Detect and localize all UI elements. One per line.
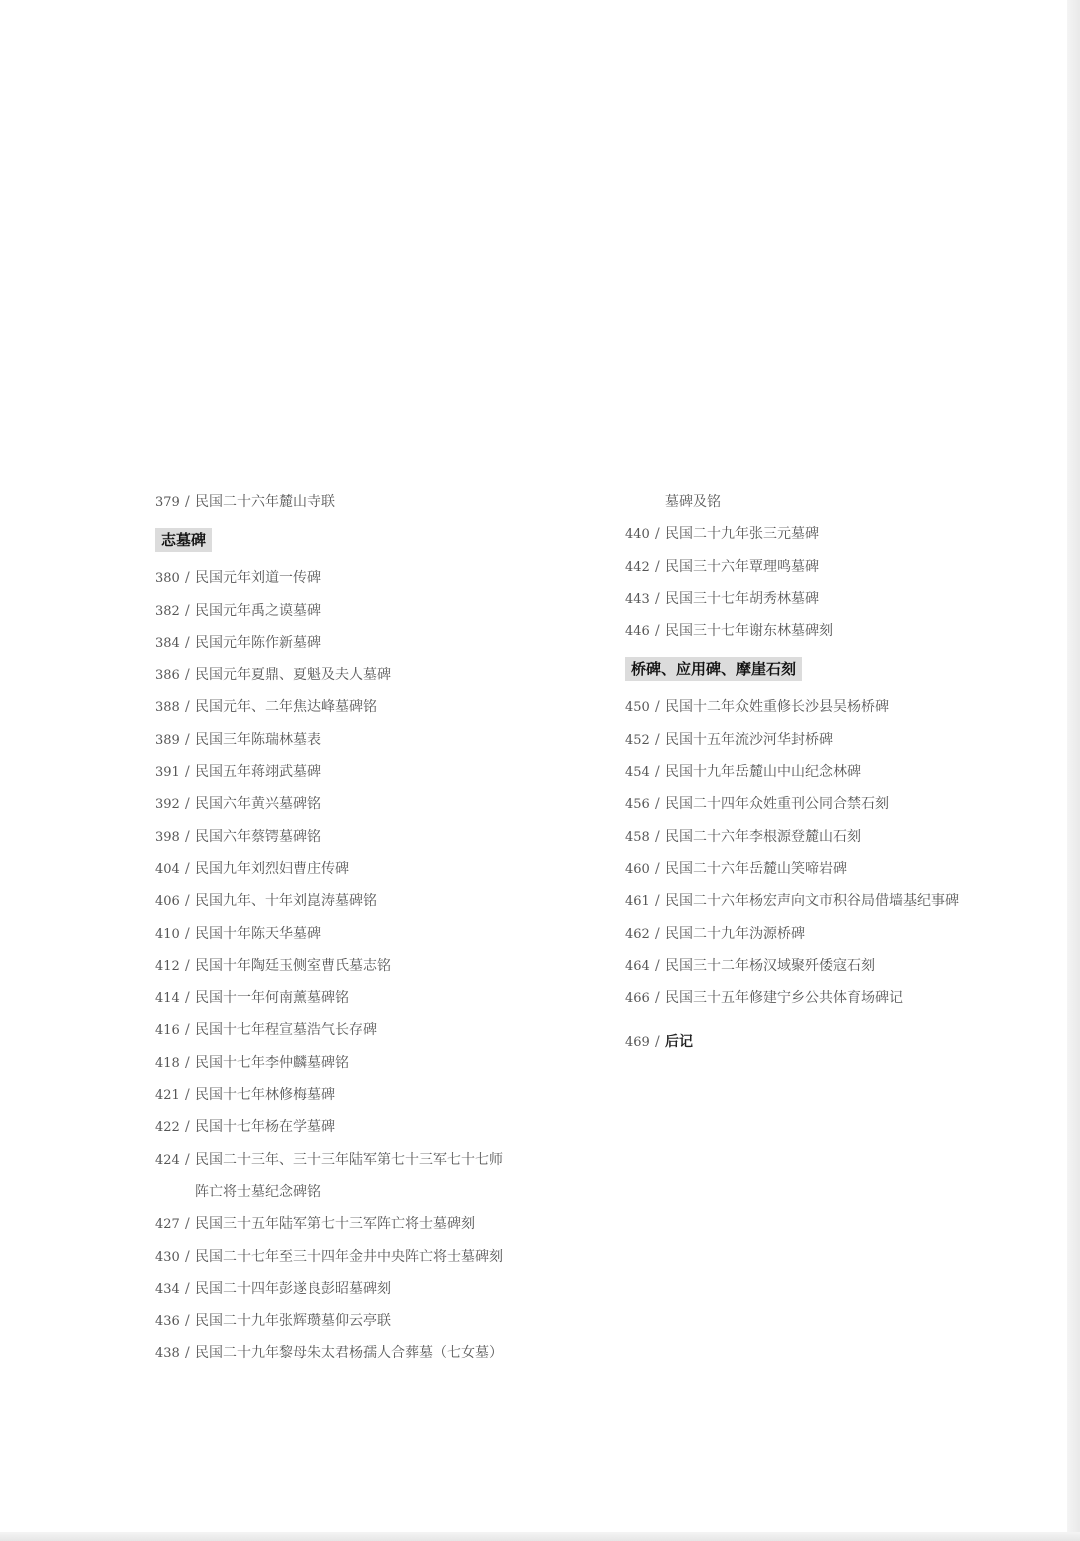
- toc-entry: [625, 885, 1025, 917]
- toc-entry: [155, 918, 595, 950]
- toc-entry: [155, 1305, 595, 1337]
- toc-entry-list: [625, 691, 1025, 1014]
- spacer: [625, 1014, 1025, 1026]
- separator: /: [655, 623, 660, 640]
- page-edge: [1067, 0, 1080, 1541]
- separator: /: [185, 1119, 190, 1136]
- separator: /: [185, 731, 190, 748]
- toc-entry: [155, 885, 595, 917]
- toc-entry: [155, 659, 595, 691]
- entry-title: 墓碑及铭: [665, 494, 721, 510]
- entry-title: 民国十年陶廷玉侧室曹氏墓志铭: [195, 957, 391, 974]
- entry-title: 民国六年黄兴墓碑铭: [195, 796, 321, 813]
- separator: /: [655, 1034, 660, 1051]
- separator: /: [655, 828, 660, 845]
- separator: /: [185, 699, 190, 716]
- page-number: 438: [155, 1346, 180, 1362]
- entry-title: 阵亡将士墓纪念碑铭: [195, 1183, 321, 1200]
- separator: /: [655, 893, 660, 910]
- toc-entry: [625, 691, 1025, 723]
- page-number: 427: [155, 1217, 180, 1233]
- entry-title: 民国元年夏鼎、夏魁及夫人墓碑: [195, 667, 391, 684]
- toc-entry-continuation: [625, 486, 1025, 518]
- entry-title: 民国二十九年沩源桥碑: [665, 925, 805, 942]
- toc-entry: [155, 1111, 595, 1143]
- section-heading: [155, 518, 595, 562]
- toc-entry: [155, 486, 595, 518]
- page-number: 392: [155, 797, 180, 813]
- toc-entry: [155, 562, 595, 594]
- toc-entry-list: [155, 562, 595, 1369]
- page-number: 382: [155, 603, 180, 619]
- page-number: 380: [155, 571, 180, 587]
- entry-title: 民国十七年林修梅墓碑: [195, 1087, 335, 1104]
- entry-title: 民国元年刘道一传碑: [195, 570, 321, 587]
- entry-title: 民国二十六年李根源登麓山石刻: [665, 828, 861, 845]
- page-number: 412: [155, 958, 180, 974]
- separator: /: [655, 699, 660, 716]
- entry-title: 民国二十九年张三元墓碑: [665, 526, 819, 543]
- page-number: 430: [155, 1249, 180, 1265]
- toc-entry: [155, 788, 595, 820]
- separator: /: [655, 731, 660, 748]
- entry-title: 民国二十四年彭遂良彭昭墓碑刻: [195, 1280, 391, 1297]
- separator: /: [655, 925, 660, 942]
- separator: /: [185, 1280, 190, 1297]
- page-number: 398: [155, 829, 180, 845]
- page-number: 458: [625, 829, 650, 845]
- toc-entry: [155, 982, 595, 1014]
- toc-entry: [625, 724, 1025, 756]
- toc-entry: [625, 950, 1025, 982]
- section-title: 桥碑、应用碑、摩崖石刻: [625, 657, 802, 681]
- toc-entry: [625, 788, 1025, 820]
- separator: /: [185, 990, 190, 1007]
- toc-entry: [155, 1241, 595, 1273]
- toc-entry: [155, 724, 595, 756]
- page-number: 386: [155, 668, 180, 684]
- page-edge: [0, 1532, 1080, 1541]
- separator: /: [185, 764, 190, 781]
- section-title: 志墓碑: [155, 528, 212, 552]
- toc-entry: [625, 615, 1025, 647]
- separator: /: [185, 1151, 190, 1168]
- entry-title: 民国元年陈作新墓碑: [195, 634, 321, 651]
- toc-entry: [155, 1047, 595, 1079]
- separator: /: [655, 764, 660, 781]
- toc-entry: [625, 518, 1025, 550]
- page-number: 469: [625, 1035, 650, 1051]
- entry-title: 后记: [665, 1034, 693, 1051]
- toc-right-column: [625, 486, 1025, 1059]
- page-number: 384: [155, 635, 180, 651]
- entry-title: 民国元年、二年焦达峰墓碑铭: [195, 699, 377, 716]
- toc-entry: [625, 551, 1025, 583]
- page-number: 406: [155, 894, 180, 910]
- entry-title: 民国二十四年众姓重刊公同合禁石刻: [665, 796, 889, 813]
- toc-entry: [155, 595, 595, 627]
- page-number: 456: [625, 797, 650, 813]
- separator: /: [655, 558, 660, 575]
- separator: /: [185, 1216, 190, 1233]
- entry-title: 民国元年禹之谟墓碑: [195, 602, 321, 619]
- entry-title: 民国九年、十年刘崑涛墓碑铭: [195, 893, 377, 910]
- entry-title: 民国六年蔡锷墓碑铭: [195, 828, 321, 845]
- entry-title: 民国三十七年胡秀林墓碑: [665, 590, 819, 607]
- entry-title: 民国二十九年张辉瓒墓仰云亭联: [195, 1313, 391, 1330]
- toc-entry: [155, 756, 595, 788]
- toc-entry: [155, 950, 595, 982]
- separator: /: [655, 526, 660, 543]
- entry-title: 民国三十六年覃理鸣墓碑: [665, 558, 819, 575]
- page-number: 462: [625, 926, 650, 942]
- page-number: 461: [625, 894, 650, 910]
- page-number: 436: [155, 1314, 180, 1330]
- toc-entry: [155, 1273, 595, 1305]
- entry-title: 民国二十六年杨宏声向文市积谷局借墙基纪事碑: [665, 893, 959, 910]
- page-number: 389: [155, 732, 180, 748]
- toc-left-column: [155, 486, 595, 1370]
- entry-title: 民国九年刘烈妇曹庄传碑: [195, 860, 349, 877]
- separator: /: [185, 957, 190, 974]
- toc-entry: [625, 1026, 1025, 1058]
- page-number: 424: [155, 1152, 180, 1168]
- page-number: 379: [155, 495, 180, 510]
- separator: /: [185, 1087, 190, 1104]
- separator: /: [655, 590, 660, 607]
- toc-entry-continuation: [155, 1176, 595, 1208]
- separator: /: [185, 860, 190, 877]
- separator: /: [185, 634, 190, 651]
- toc-entry: [155, 1014, 595, 1046]
- separator: /: [185, 602, 190, 619]
- entry-title: 民国三十五年修建宁乡公共体育场碑记: [665, 990, 903, 1007]
- separator: /: [185, 1054, 190, 1071]
- page-number: 440: [625, 527, 650, 543]
- separator: /: [185, 893, 190, 910]
- page-number: 446: [625, 624, 650, 640]
- separator: /: [655, 796, 660, 813]
- separator: /: [185, 494, 190, 510]
- page-number: 391: [155, 765, 180, 781]
- separator: /: [655, 860, 660, 877]
- entry-title: 民国十九年岳麓山中山纪念林碑: [665, 764, 861, 781]
- entry-title: 民国三十五年陆军第七十三军阵亡将士墓碑刻: [195, 1216, 475, 1233]
- entry-title: 民国十七年杨在学墓碑: [195, 1119, 335, 1136]
- page-number: 416: [155, 1023, 180, 1039]
- entry-title: 民国十一年何南薰墓碑铭: [195, 990, 349, 1007]
- page-number: 450: [625, 700, 650, 716]
- entry-title: 民国三十七年谢东林墓碑刻: [665, 623, 833, 640]
- section-heading: [625, 647, 1025, 691]
- separator: /: [185, 1345, 190, 1362]
- entry-title: 民国二十六年岳麓山笑啼岩碑: [665, 860, 847, 877]
- toc-entry: [155, 821, 595, 853]
- toc-entry-list: [625, 518, 1025, 647]
- page-number: 421: [155, 1088, 180, 1104]
- toc-entry: [625, 853, 1025, 885]
- entry-title: 民国十五年流沙河华封桥碑: [665, 731, 833, 748]
- separator: /: [185, 796, 190, 813]
- entry-title: 民国十二年众姓重修长沙县吴杨桥碑: [665, 699, 889, 716]
- page-number: 464: [625, 958, 650, 974]
- entry-title: 民国三年陈瑞林墓表: [195, 731, 321, 748]
- page-number: 442: [625, 559, 650, 575]
- entry-title: 民国二十九年黎母朱太君杨孺人合葬墓（七女墓）: [195, 1345, 503, 1362]
- page-number: 414: [155, 991, 180, 1007]
- toc-entry: [155, 691, 595, 723]
- toc-entry: [625, 821, 1025, 853]
- toc-entry: [625, 756, 1025, 788]
- entry-title: 民国十七年李仲麟墓碑铭: [195, 1054, 349, 1071]
- toc-entry: [625, 982, 1025, 1014]
- page-number: 388: [155, 700, 180, 716]
- separator: /: [185, 925, 190, 942]
- page-number: 460: [625, 861, 650, 877]
- page-number: 422: [155, 1120, 180, 1136]
- page-number: 404: [155, 861, 180, 877]
- page-number: 418: [155, 1055, 180, 1071]
- separator: /: [185, 570, 190, 587]
- page-number: 452: [625, 732, 650, 748]
- entry-title: 民国二十七年至三十四年金井中央阵亡将士墓碑刻: [195, 1248, 503, 1265]
- separator: /: [185, 1313, 190, 1330]
- separator: /: [185, 1248, 190, 1265]
- separator: /: [655, 957, 660, 974]
- toc-entry: [155, 1208, 595, 1240]
- separator: /: [655, 990, 660, 1007]
- entry-title: 民国二十六年麓山寺联: [195, 494, 335, 510]
- page-number: 410: [155, 926, 180, 942]
- toc-entry: [625, 583, 1025, 615]
- entry-title: 民国五年蒋翊武墓碑: [195, 764, 321, 781]
- page-number: 443: [625, 591, 650, 607]
- toc-entry: [155, 1337, 595, 1369]
- toc-entry: [155, 627, 595, 659]
- entry-title: 民国三十二年杨汉域聚歼倭寇石刻: [665, 957, 875, 974]
- entry-title: 民国二十三年、三十三年陆军第七十三军七十七师: [195, 1151, 503, 1168]
- toc-entry: [155, 853, 595, 885]
- separator: /: [185, 828, 190, 845]
- entry-title: 民国十七年程宣墓浩气长存碑: [195, 1022, 377, 1039]
- page-number: 434: [155, 1281, 180, 1297]
- page-number: 454: [625, 765, 650, 781]
- separator: /: [185, 667, 190, 684]
- page-number: 466: [625, 991, 650, 1007]
- toc-entry: [155, 1144, 595, 1176]
- separator: /: [185, 1022, 190, 1039]
- toc-entry: [155, 1079, 595, 1111]
- toc-entry: [625, 918, 1025, 950]
- entry-title: 民国十年陈天华墓碑: [195, 925, 321, 942]
